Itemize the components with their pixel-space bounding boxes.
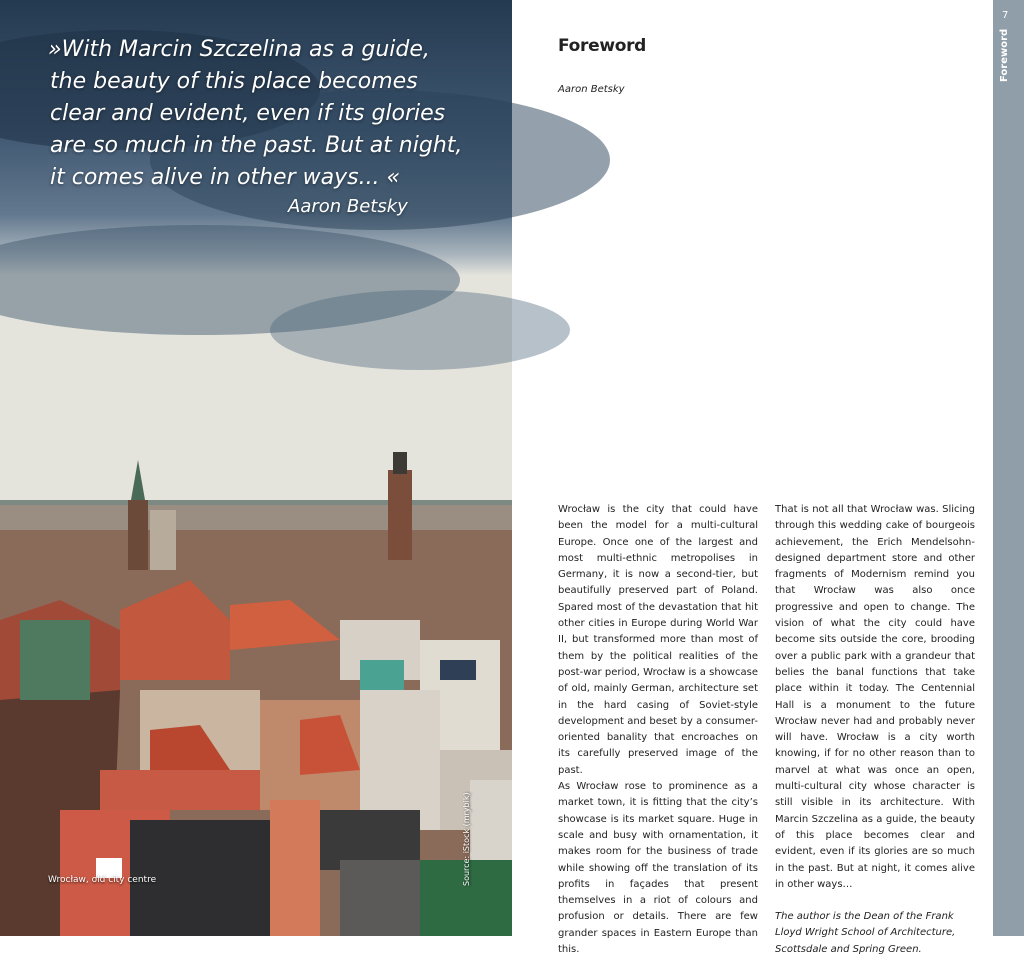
article-byline: Aaron Betsky — [558, 84, 625, 95]
quote-line-4: are so much in the past. But at night, — [50, 133, 463, 158]
quote-line-1: »With Marcin Szczelina as a guide, — [48, 37, 430, 62]
article-paragraph: As Wrocław rose to prominence as a market town, it is fitting that the city’s showcase is its market square. Huge in scale and busy with ornamentation, it makes room for the business of trade while showing off the translation of its profits in façades that present themselves in a riot of colours and profusion or details. There are few grander spaces in Eastern Europe than this. — [558, 781, 758, 956]
page-number: 7 — [1002, 10, 1009, 21]
chapter-side-tab — [993, 0, 1024, 936]
article-column-1 — [558, 502, 758, 958]
article-column-2 — [775, 502, 975, 958]
quote-author: Aaron Betsky — [288, 196, 408, 217]
chapter-tab-label: Foreword — [999, 28, 1010, 82]
photo-source-credit: Source: iStock (mrybik) — [462, 792, 471, 886]
photo-caption: Wrocław, old city centre — [48, 875, 157, 885]
quote-line-2: the beauty of this place becomes — [50, 69, 418, 94]
author-note: The author is the Dean of the Frank Lloyd Wright School of Architecture, Scottsdale and Spring Green. — [775, 911, 956, 955]
city-photo — [0, 0, 512, 936]
quote-line-5: it comes alive in other ways... « — [50, 165, 401, 190]
page-title: Foreword — [558, 36, 647, 56]
article-paragraph: That is not all that Wrocław was. Slicing through this wedding cake of bourgeois achievement, the Erich Mendelsohn-designed department store and other fragments of Modernism remind you that Wrocław was also once progressive and open to change. The vision of what the city could have become sits outside the core, brooding over a public park with a grandeur that belies the banal functions that take place within it today. The Centennial Hall is a monument to the future Wrocław never had and probably never will have. Wrocław is a city worth knowing, if for no other reason than to marvel at what was once an open, multi-cultural city whose character is still visible in its architecture. With Marcin Szczelina as a guide, the beauty of this place becomes clear and evident, even if its glories are so much in the past. But at night, it comes alive in other ways… — [775, 504, 975, 890]
quote-line-3: clear and evident, even if its glories — [50, 101, 446, 126]
article-paragraph: Wrocław is the city that could have been the model for a multi-cultural Europe. Once one of the largest and most multi-ethnic metropolises in Germany, it is now a second-tier, but beautifully preserved part of Poland. Spared most of the devastation that hit other cities in Europe during World War II, but transformed more than most of them by the political realities of the post-war period, Wrocław is a showcase of old, mainly German, architecture set in the hard casing of Soviet-style development and beset by a consumer-oriented banality that encroaches on its carefully preserved image of the past. — [558, 504, 758, 776]
